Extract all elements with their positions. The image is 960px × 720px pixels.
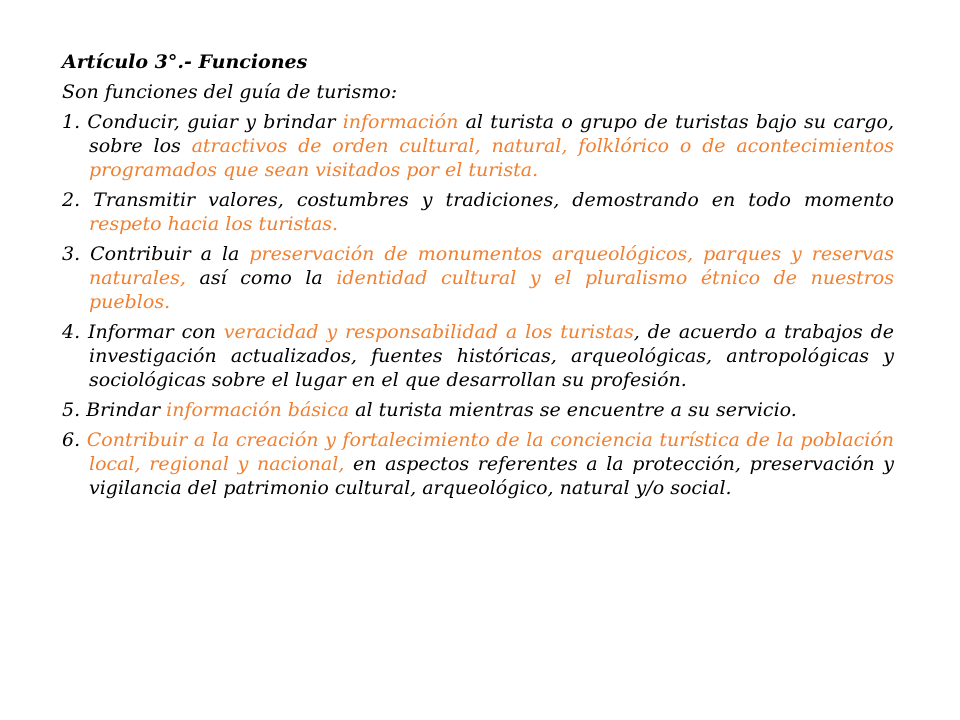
item-number: 6. — [62, 429, 81, 451]
item-number: 1. — [62, 111, 81, 133]
item-highlight: información básica — [166, 399, 350, 421]
item-text: Transmitir valores, costumbres y tradiciones, demostrando en todo momento — [80, 189, 894, 211]
function-item-4 — [62, 320, 894, 392]
item-text: así como la — [185, 267, 337, 289]
item-highlight: respeto hacia los turistas. — [89, 213, 339, 235]
item-highlight: información — [342, 111, 459, 133]
item-text: Brindar — [80, 399, 167, 421]
item-text: Contribuir a la — [80, 243, 250, 265]
item-highlight: veracidad y responsabilidad a los turistas — [223, 321, 634, 343]
item-text: , de acuerdo a trabajos de investigación actualizados, fuentes históricas, arqueológicas, antropológicas y sociológicas sobre el lugar en el que desarrollan su profesión. — [89, 321, 894, 391]
item-number: 5. — [62, 399, 81, 421]
function-item-1 — [62, 110, 894, 182]
item-text — [80, 429, 87, 451]
function-item-2 — [62, 188, 894, 236]
article-title: Artículo 3°.- Funciones — [62, 51, 308, 73]
item-highlight: atractivos de orden cultural, natural, folklórico o de acontecimientos programados que sean visitados por el turista. — [89, 135, 894, 181]
function-item-3 — [62, 242, 894, 314]
item-number: 2. — [62, 189, 81, 211]
item-text: en aspectos referentes a la protección, preservación y vigilancia del patrimonio cultural, arqueológico, natural y/o social. — [89, 453, 894, 499]
item-text: al turista o grupo de turistas bajo su cargo, sobre los — [89, 111, 894, 157]
item-number: 3. — [62, 243, 81, 265]
function-item-6 — [62, 428, 894, 500]
item-highlight: identidad cultural y el pluralismo étnico de nuestros pueblos. — [89, 267, 894, 313]
item-text: Conducir, guiar y brindar — [80, 111, 343, 133]
item-highlight: preservación de monumentos arqueológicos, parques y reservas naturales, — [89, 243, 894, 289]
function-item-5 — [62, 398, 894, 422]
article-intro: Son funciones del guía de turismo: — [62, 81, 398, 103]
item-number: 4. — [62, 321, 81, 343]
item-text: Informar con — [80, 321, 224, 343]
item-text: al turista mientras se encuentre a su servicio. — [349, 399, 797, 421]
item-highlight: Contribuir a la creación y fortalecimiento de la conciencia turística de la población local, regional y nacional, — [86, 429, 894, 475]
slide-content — [62, 50, 894, 506]
